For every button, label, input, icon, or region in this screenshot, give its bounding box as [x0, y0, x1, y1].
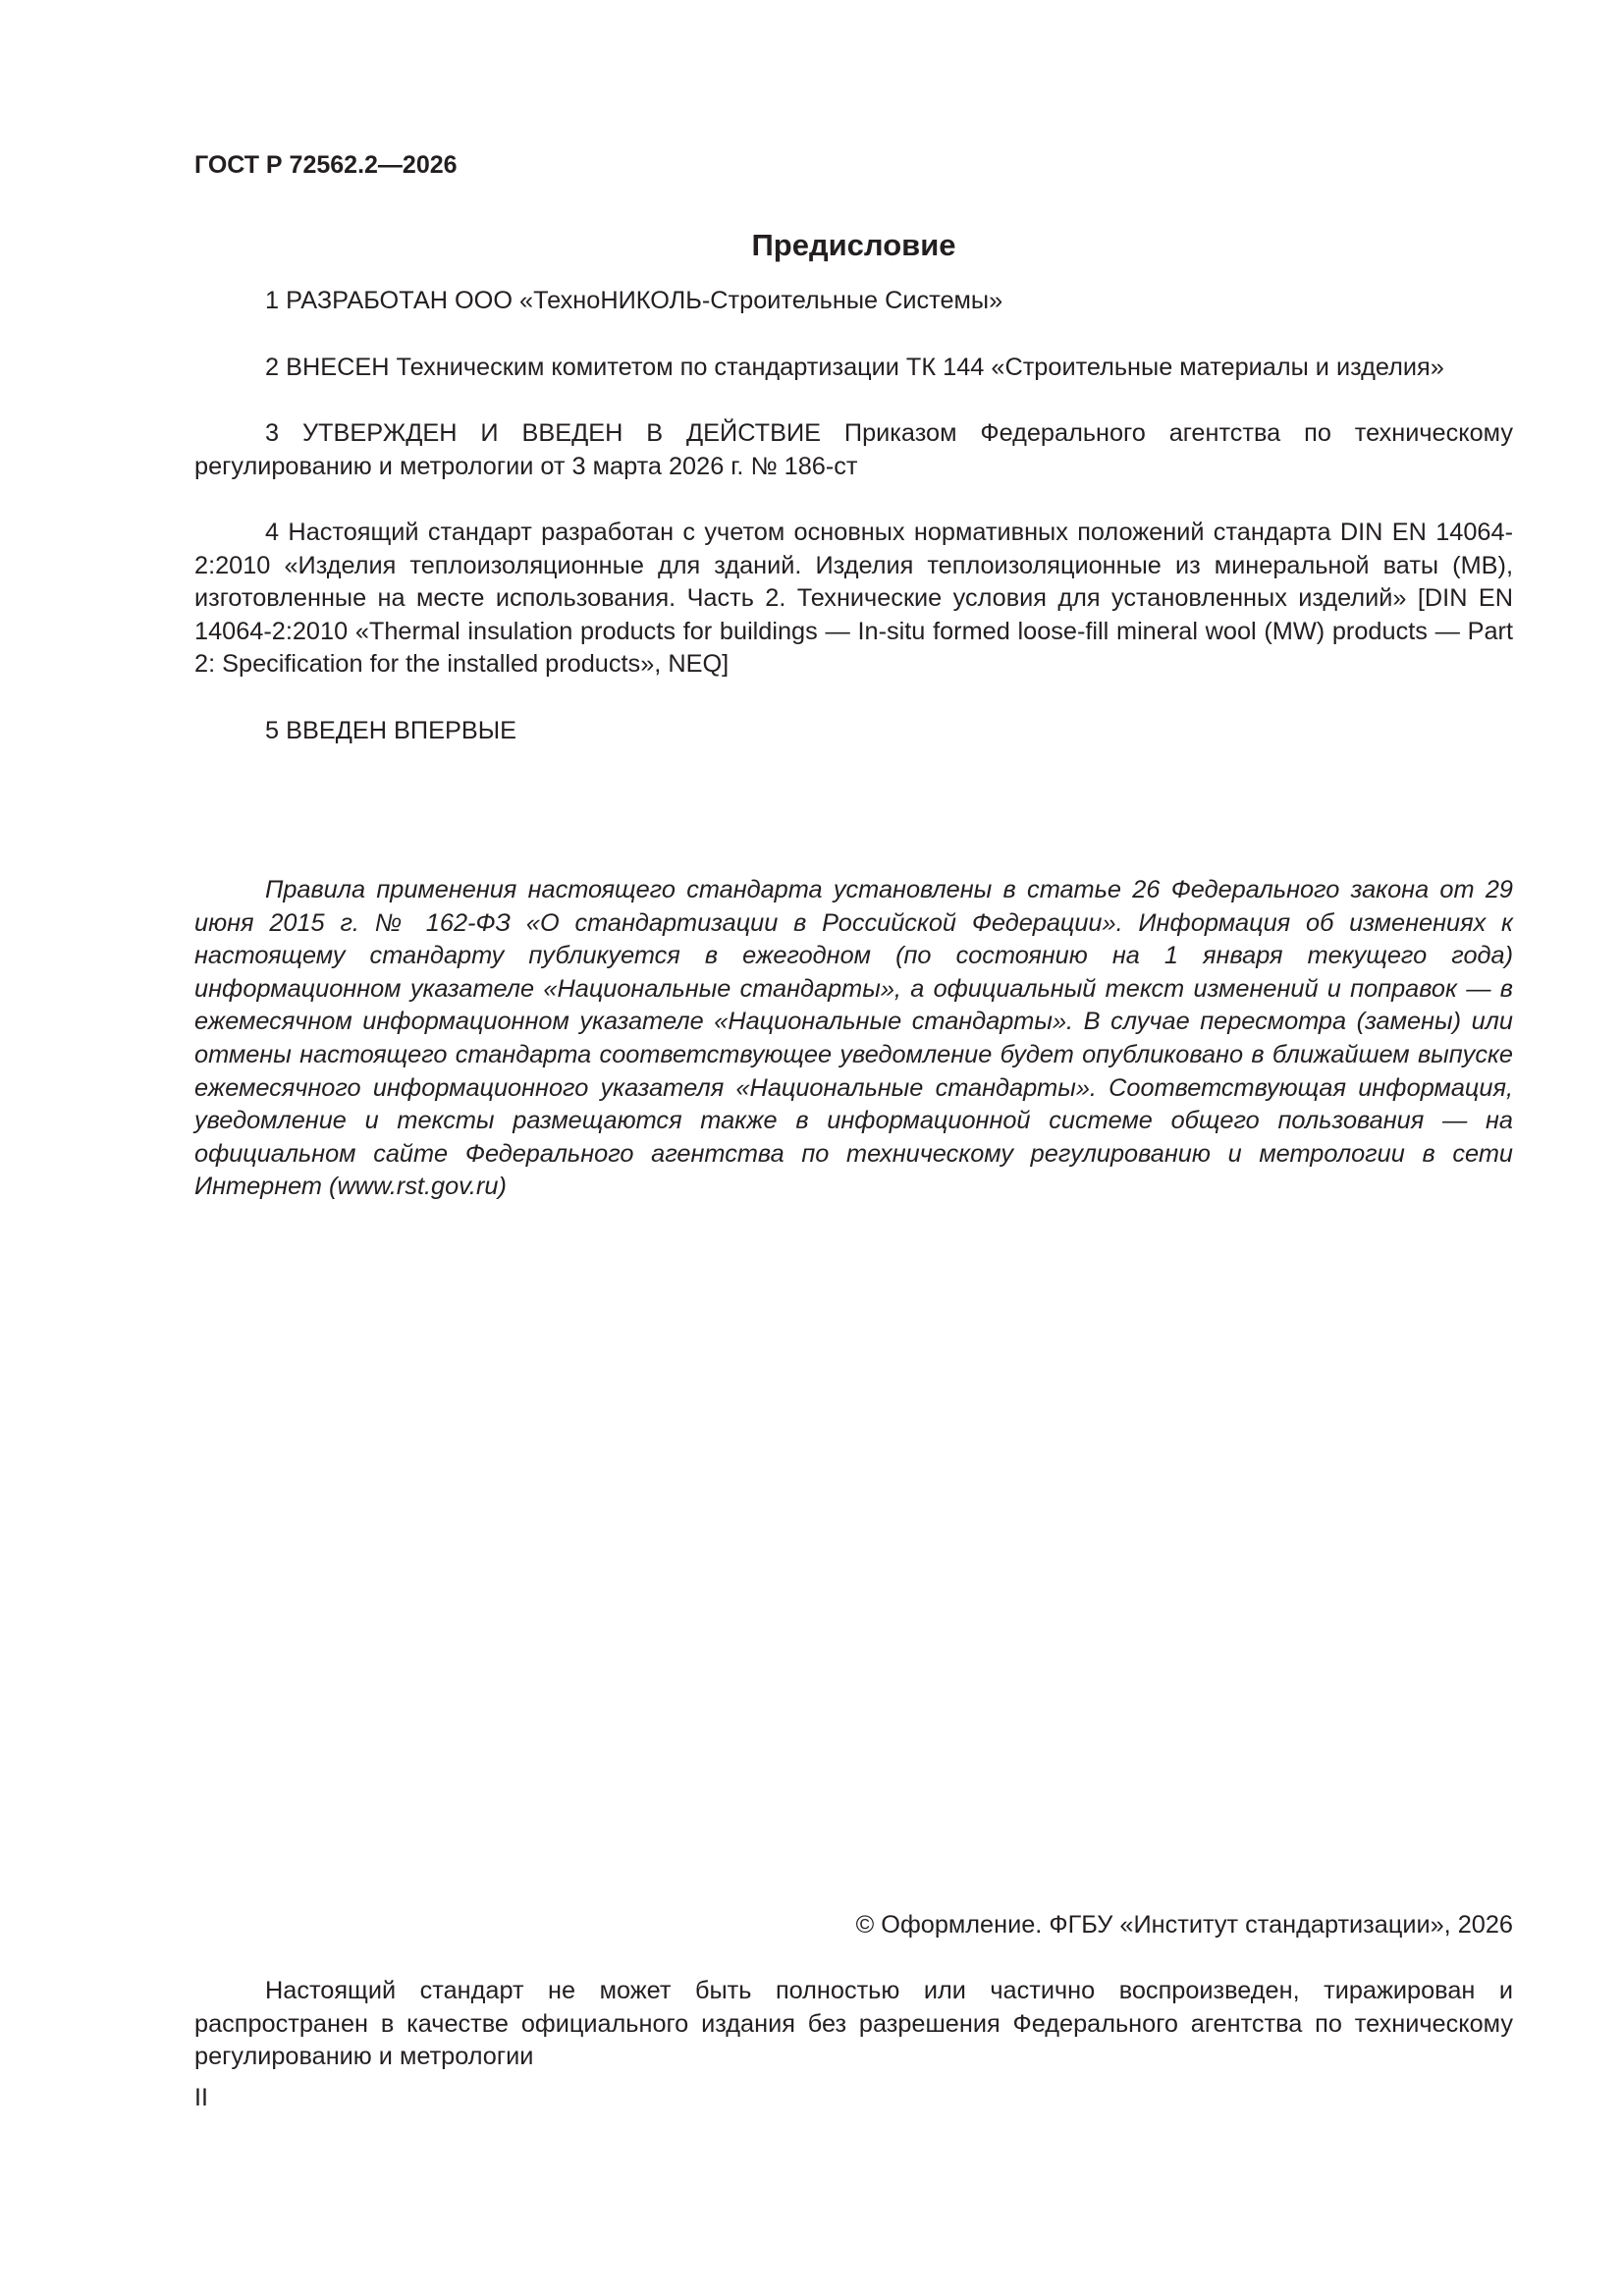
reproduction-notice: Настоящий стандарт не может быть полностью или частично воспроизведен, тиражирован и распространен в качестве официального издания без разрешения Федерального агентства по техническому регулированию и метрологии [194, 1977, 1513, 2070]
item-number: 2 [265, 353, 280, 381]
foreword-items [194, 285, 1513, 781]
item-number: 1 [265, 287, 280, 314]
foreword-item-2 [194, 352, 1513, 385]
item-text: РАЗРАБОТАН ООО «ТехноНИКОЛЬ-Строительные Системы» [286, 287, 1003, 314]
copyright-line: © Оформление. ФГБУ «Институт стандартизации», 2026 [855, 1911, 1513, 1939]
item-text: ВНЕСЕН Техническим комитетом по стандартизации ТК 144 «Строительные материалы и изделия» [286, 353, 1444, 381]
page-number: II [194, 2084, 208, 2111]
item-text: Настоящий стандарт разработан с учетом основных нормативных положений стандарта DIN EN 14064-2:2010 «Изделия теплоизоляционные для зданий. Изделия теплоизоляционные из минеральной ваты (МВ), изготовленные на месте использования. Часть 2. Технические условия для установленных изделий» [DIN EN 14064-2:2010 «Thermal insulation products for buildings — In-situ formed loose-fill mineral wool (MW) products — Part 2: Specification for the installed products», NEQ] [194, 519, 1513, 678]
document-header: ГОСТ Р 72562.2—2026 [194, 151, 458, 179]
application-rules-text: Правила применения настоящего стандарта установлены в статье 26 Федерального закона от 29 июня 2015 г. № 162-ФЗ «О стандартизации в Российской Федерации». Информация об изменениях к настоящему стандарту публикуется в ежегодном (по состоянию на 1 января текущего года) информационном указателе «Национальные стандарты», а официальный текст изменений и поправок — в ежемесячном информационном указателе «Национальные стандарты». В случае пересмотра (замены) или отмены настоящего стандарта соответствующее уведомление будет опубликовано в ближайшем выпуске ежемесячного информационного указателя «Национальные стандарты». Соответствующая информация, уведомление и тексты размещаются также в информационной системе общего пользования — на официальном сайте Федерального агентства по техническому регулированию и метрологии в сети Интернет (www.rst.gov.ru) [194, 876, 1513, 1201]
item-number: 3 [265, 419, 280, 447]
item-text: ВВЕДЕН ВПЕРВЫЕ [286, 716, 516, 744]
page-title: Предисловие [751, 228, 956, 262]
foreword-item-5 [194, 715, 1513, 748]
item-text: УТВЕРЖДЕН И ВВЕДЕН В ДЕЙСТВИЕ Приказом Федерального агентства по техническому регулированию и метрологии от 3 марта 2026 г. № 186-ст [194, 419, 1513, 480]
item-number: 5 [265, 716, 280, 744]
foreword-item-1 [194, 285, 1513, 318]
foreword-item-4 [194, 517, 1513, 682]
item-number: 4 [265, 519, 280, 546]
foreword-item-3 [194, 417, 1513, 483]
